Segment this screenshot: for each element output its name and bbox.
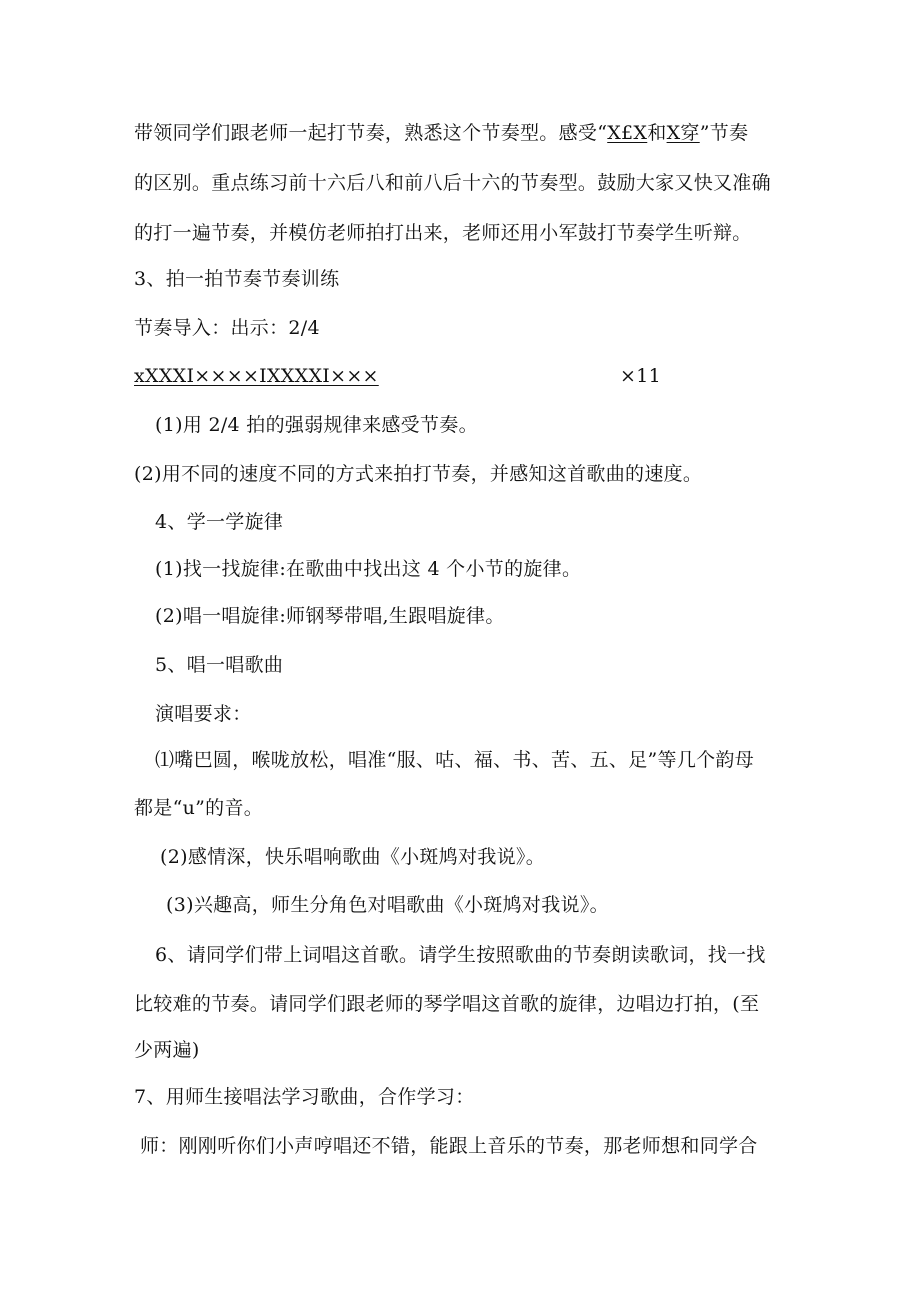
list-item: ⑴嘴巴圆，喉咙放松，唱准“服、咕、福、书、苦、五、足”等几个韵母 (155, 749, 755, 771)
section-heading: 7、用师生接唱法学习歌曲，合作学习： (134, 1086, 475, 1108)
list-item: (1)用 2/4 拍的强弱规律来感受节奏。 (155, 414, 478, 436)
rhythm-notation: ⅹXXXI××××IXXXXI××× (134, 365, 379, 387)
section-heading: 4、学一学旋律 (155, 511, 284, 533)
list-item: (2)用不同的速度不同的方式来拍打节奏，并感知这首歌曲的速度。 (134, 463, 703, 485)
paragraph-line: 都是“u”的音。 (134, 797, 264, 819)
rhythm-notation: X穿 (666, 122, 700, 144)
paragraph-line (134, 121, 748, 145)
paragraph-line: 师：刚刚听你们小声哼唱还不错，能跟上音乐的节奏，那老师想和同学合 (140, 1135, 758, 1157)
section-heading: 5、唱一唱歌曲 (155, 654, 284, 676)
paragraph-line: 的打一遍节奏，并模仿老师拍打出来，老师还用小军鼓打节奏学生听辩。 (134, 222, 752, 244)
paragraph-line: 演唱要求： (155, 703, 252, 725)
section-heading: 6、请同学们带上词唱这首歌。请学生按照歌曲的节奏朗读歌词，找一找 (155, 944, 766, 966)
text-segment: 和 (647, 122, 667, 144)
paragraph-line: 少两遍) (134, 1039, 200, 1061)
list-item: (3)兴趣高，师生分角色对唱歌曲《小斑鸠对我说》。 (166, 894, 609, 916)
section-heading: 3、拍一拍节奏节奏训练 (134, 268, 340, 290)
paragraph-line: 节奏导入：出示：2/4 (134, 317, 320, 339)
text-segment: 带领同学们跟老师一起打节奏，熟悉这个节奏型。感受“ (134, 122, 608, 144)
list-item: (2)感情深，快乐唱响歌曲《小斑鸠对我说》。 (160, 846, 546, 868)
list-item: (1)找一找旋律:在歌曲中找出这 4 个小节的旋律。 (155, 558, 582, 580)
paragraph-line: 比较难的节奏。请同学们跟老师的琴学唱这首歌的旋律，边唱边打拍，(至 (134, 993, 760, 1015)
text-segment: ”节奏 (699, 122, 749, 144)
rhythm-notation: ×11 (620, 365, 661, 387)
list-item: (2)唱一唱旋律:师钢琴带唱,生跟唱旋律。 (155, 605, 505, 627)
paragraph-line: 的区别。重点练习前十六后八和前八后十六的节奏型。鼓励大家又快又准确 (134, 172, 771, 194)
rhythm-notation: X£X (607, 122, 648, 144)
